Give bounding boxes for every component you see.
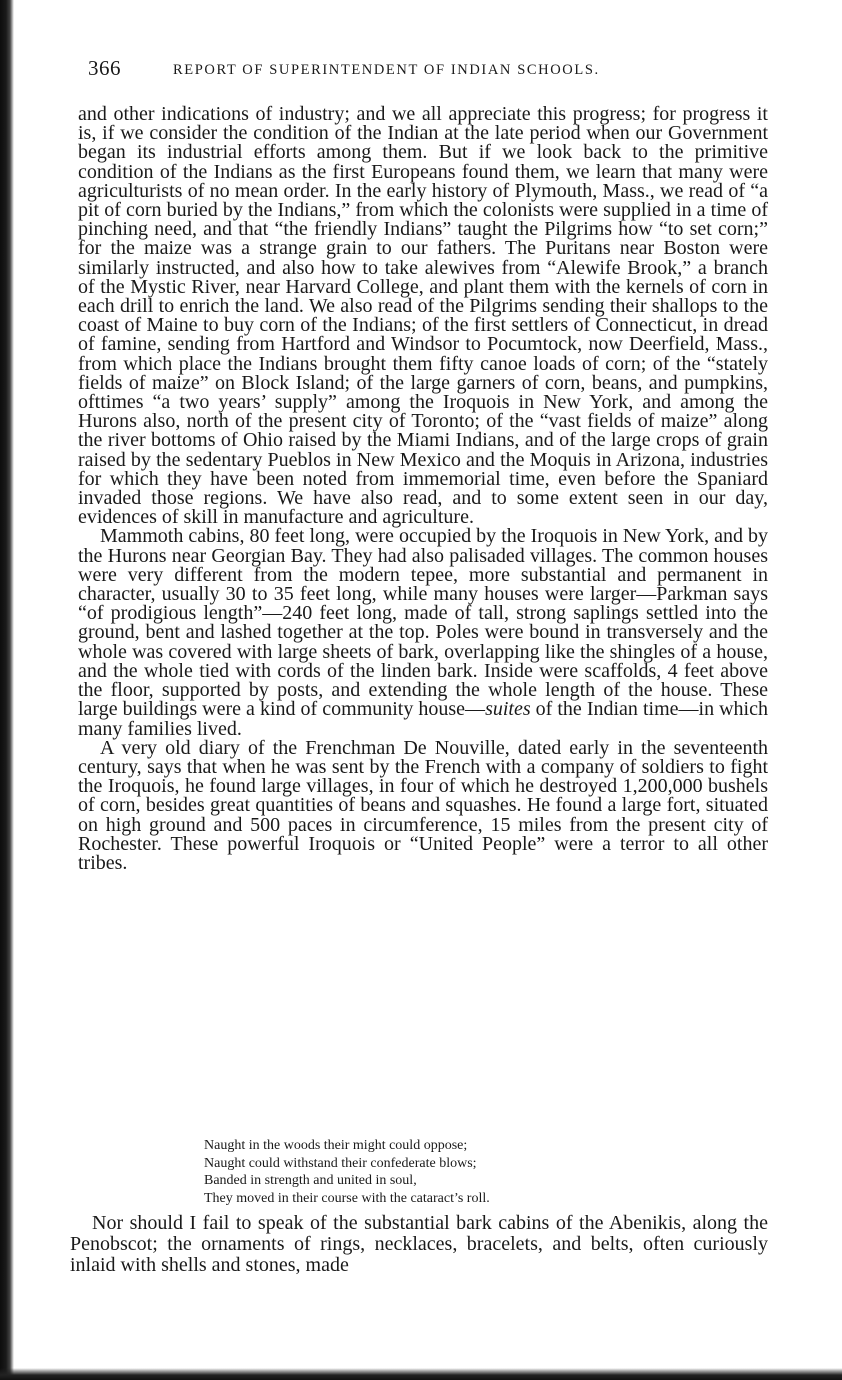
paragraph-text: A very old diary of the Frenchman De Nouville, dated early in the seventeenth century, says that when he was sent by the French with a company of soldiers to fight the Iroquois, he found large villages, in four of which he destroyed 1,200,000 bushels of corn, besides great quantities of beans and squashes. He found a large fort, situated on high ground and 500 paces in circumference, 15 miles from the present city of Rochester. These powerful Iroquois or “United People” were a terror to all other tribes.	[78, 736, 768, 874]
italic-term: suites	[485, 698, 531, 721]
scanned-page-bottom-edge	[0, 1368, 842, 1380]
scanned-page-left-edge	[0, 0, 14, 1380]
paragraph-cabins	[78, 527, 768, 738]
closing-text	[70, 1213, 768, 1276]
verse-line: They moved in their course with the cataract’s roll.	[204, 1190, 490, 1206]
paragraph-text: Mammoth cabins, 80 feet long, were occupied by the Iroquois in New York, and by the Hurons near Georgian Bay. They had also palisaded villages. The common houses were very different from the modern tepee, more substantial and permanent in character, usually 30 to 35 feet long, while many houses were larger—Parkman says “of prodigious length”—240 feet long, made of tall, strong saplings settled into the ground, bent and lashed together at the top. Poles were bound in transversely and the whole was covered with large sheets of bark, overlapping like the shingles of a house, and the whole tied with cords of the linden bark. Inside were scaffolds, 4 feet above the floor, supported by posts, and extending the whole length of the house. These large buildings were a kind of community house—	[78, 525, 768, 721]
body-text	[78, 105, 768, 873]
running-head: REPORT OF SUPERINTENDENT OF INDIAN SCHOOLS.	[173, 62, 600, 78]
paragraph-de-nouville	[78, 736, 768, 874]
verse-line: Naught in the woods their might could oppose;	[204, 1138, 468, 1153]
verse-line: Banded in strength and united in soul,	[204, 1173, 417, 1188]
paragraph-text: and other indications of industry; and we all appreciate this progress; for progress it is, if we consider the condition of the Indian at the late period when our Government began its industrial efforts among them. But if we look back to the primitive condition of the Indians as the first Europeans found them, we learn that many were agriculturists of no mean order. In the early history of Plymouth, Mass., we read of “a pit of corn buried by the Indians,” from which the colonists were supplied in a time of pinching need, and that “the friendly Indians” taught the Pilgrims how “to set corn;” for the maize was a strange grain to our fathers. The Puritans near Boston were similarly instructed, and also how to take alewives from “Alewife Brook,” a branch of the Mystic River, near Harvard College, and plant them with the kernels of corn in each drill to enrich the land. We also read of the Pilgrims sending their shallops to the coast of Maine to buy corn of the Indians; of the first settlers of Connecticut, in dread of famine, sending from Hartford and Windsor to Pocumtock, now Deerfield, Mass., from which place the Indians brought them fifty canoe loads of corn; of the “stately fields of maize” on Block Island; of the large garners of corn, beans, and pumpkins, ofttimes “a two years’ supply” among the Iroquois in New York, and among the Hurons also, north of the present city of Toronto; of the “vast fields of maize” along the river bottoms of Ohio raised by the Miami Indians, and of the large crops of grain raised by the sedentary Pueblos in New Mexico and the Moquis in Arizona, industries for which they have been noted from immemorial time, even before the Spaniard invaded those regions. We have also read, and to some extent seen in our day, evidences of skill in manufacture and agriculture.	[78, 103, 768, 529]
page-number: 366	[88, 56, 121, 80]
paragraph-agriculture	[78, 105, 768, 527]
page-header	[88, 56, 700, 86]
paragraph-abenikis: Nor should I fail to speak of the substantial bark cabins of the Abenikis, along the Penobscot; the ornaments of rings, necklaces, bracelets, and belts, often curiously inlaid with shells and stones, made	[70, 1212, 768, 1276]
verse-quotation	[204, 1137, 684, 1207]
paragraph-text-continued: of the Indian time—in which many families lived.	[78, 698, 768, 740]
verse-line: Naught could withstand their confederate blows;	[204, 1155, 477, 1171]
